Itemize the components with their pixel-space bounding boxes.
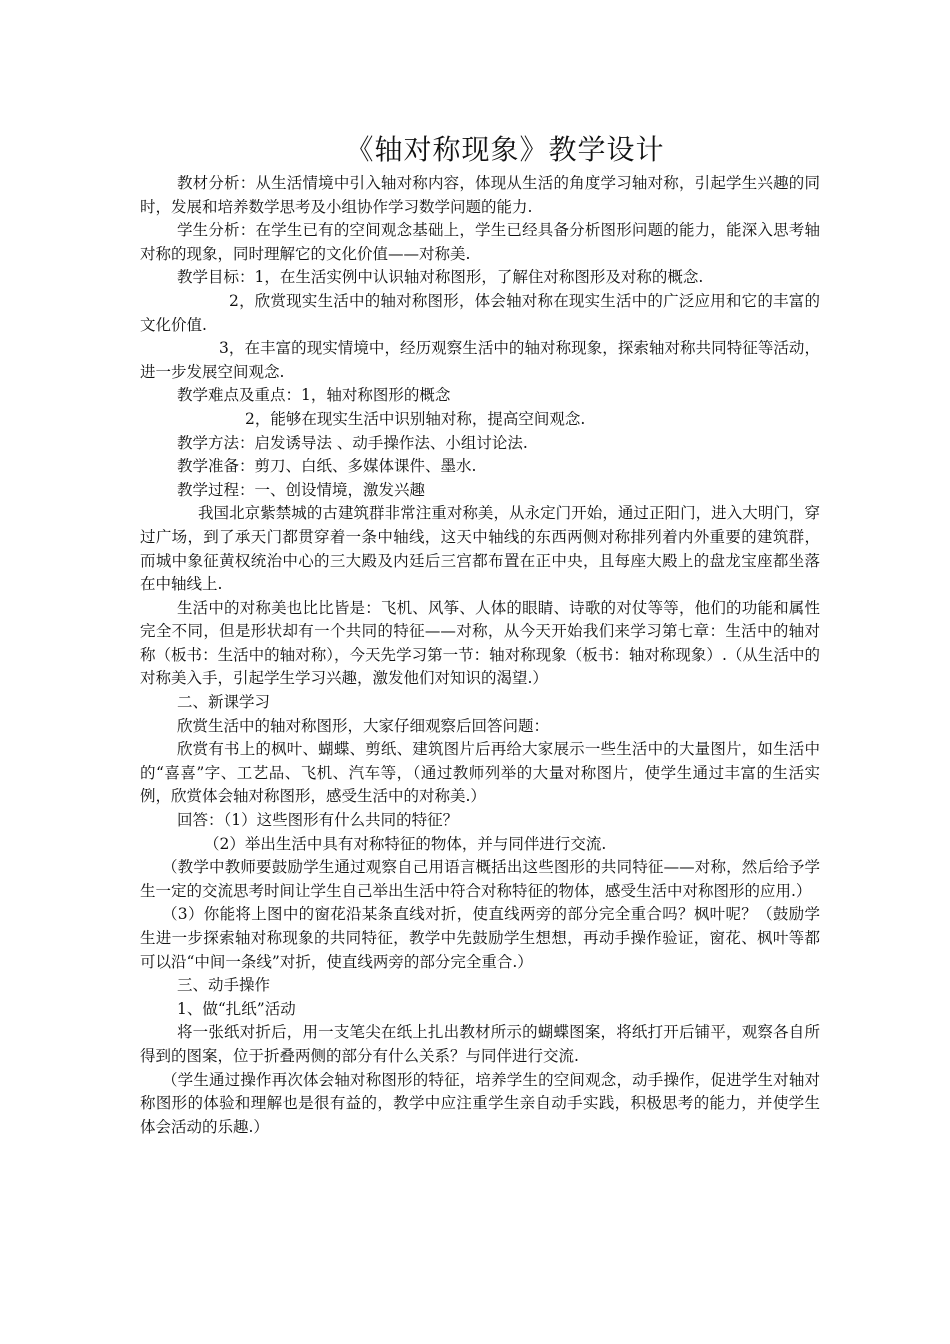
section-heading-hands-on: 三、动手操作: [177, 976, 271, 995]
paragraph-teacher-note: （教学中教师要鼓励学生通过观察自己用语言概括出这些图形的共同特征——对称，然后给予学生一定的交流思考时间让学生自己举出生活中符合对称特征的物体，感受生活中对称图形的应用.）: [140, 858, 820, 900]
document-body: [140, 172, 820, 1139]
paragraph-key-points-1: 教学难点及重点：1，轴对称图形的概念: [177, 386, 451, 405]
paragraph-key-points-2: 2，能够在现实生活中识别轴对称，提高空间观念.: [245, 409, 586, 428]
page-title: 《轴对称现象》教学设计: [345, 133, 665, 166]
paragraph-appreciate: 欣赏生活中的轴对称图形，大家仔细观察后回答问题：: [177, 716, 550, 735]
paragraph-symmetry-in-life: 生活中的对称美也比比皆是：飞机、风筝、人体的眼睛、诗歌的对仗等等，他们的功能和属性完全不同，但是形状却有一个共同的特征——对称，从今天开始我们来学习第七章：生活中的轴对称（板书：生活中的轴对称），今天先学习第一节：轴对称现象（板书：轴对称现象）.（从生活中的对称美入手，引起学生学习兴趣，激发他们对知识的渴望.）: [140, 598, 820, 688]
paragraph-question-1: 回答：（1）这些图形有什么共同的特征？: [177, 811, 459, 830]
section-heading-new-lesson: 二、新课学习: [177, 693, 271, 712]
paragraph-preparation: 教学准备：剪刀、白纸、多媒体课件、墨水.: [177, 457, 477, 476]
paragraph-pictures: 欣赏有书上的枫叶、蝴蝶、剪纸、建筑图片后再给大家展示一些生活中的大量图片，如生活中的“喜喜”字、工艺品、飞机、汽车等，（通过教师列举的大量对称图片，使学生通过丰富的生活实例，欣赏体会轴对称图形，感受生活中的对称美.）: [140, 740, 820, 806]
paragraph-forbidden-city: 我国北京紫禁城的古建筑群非常注重对称美，从永定门开始，通过正阳门，进入大明门，穿过广场，到了承天门都贯穿着一条中轴线，这天中轴线的东西两侧对称排列着内外重要的建筑群，而城中象征黄权统治中心的三大殿及内廷后三宫都布置在正中央，且每座大殿上的盘龙宝座都坐落在中轴线上.: [140, 504, 820, 594]
paragraph-activity-title: 1、做“扎纸”活动: [177, 999, 296, 1018]
paragraph-student-analysis: 学生分析：在学生已有的空间观念基础上，学生已经具备分析图形问题的能力，能深入思考轴对称的现象，同时理解它的文化价值——对称美.: [140, 221, 820, 263]
paragraph-activity-note: （学生通过操作再次体会轴对称图形的特征，培养学生的空间观念，动手操作，促进学生对轴对称图形的体验和理解也是很有益的，教学中应注重学生亲自动手实践，积极思考的能力，并使学生体会活动的乐趣.）: [140, 1070, 820, 1136]
paragraph-goal-3: 3，在丰富的现实情境中，经历观察生活中的轴对称现象，探索轴对称共同特征等活动，进一步发展空间观念.: [140, 339, 820, 381]
paragraph-methods: 教学方法：启发诱导法 、动手操作法、小组讨论法.: [177, 433, 528, 452]
paragraph-goal-1: 教学目标：1，在生活实例中认识轴对称图形，了解住对称图形及对称的概念.: [177, 268, 704, 287]
paragraph-goal-2: 2，欣赏现实生活中的轴对称图形，体会轴对称在现实生活中的广泛应用和它的丰富的文化价值.: [140, 291, 820, 334]
paragraph-question-3: （3）你能将上图中的窗花沿某条直线对折，使直线两旁的部分完全重合吗？枫叶呢？（鼓励学生进一步探索轴对称现象的共同特征，教学中先鼓励学生想想，再动手操作验证，窗花、枫叶等都可以沿“中间一条线”对折，使直线两旁的部分完全重合.）: [140, 905, 820, 971]
paragraph-process-heading: 教学过程：一、创设情境，激发兴趣: [177, 480, 426, 499]
paragraph-material-analysis: 教材分析：从生活情境中引入轴对称内容，体现从生活的角度学习轴对称，引起学生兴趣的同时，发展和培养数学思考及小组协作学习数学问题的能力.: [140, 174, 820, 216]
paragraph-activity-steps: 将一张纸对折后，用一支笔尖在纸上扎出教材所示的蝴蝶图案，将纸打开后铺平，观察各自所得到的图案，位于折叠两侧的部分有什么关系？与同伴进行交流.: [140, 1023, 820, 1065]
paragraph-question-2: （2）举出生活中具有对称特征的物体，并与同伴进行交流.: [204, 834, 607, 853]
